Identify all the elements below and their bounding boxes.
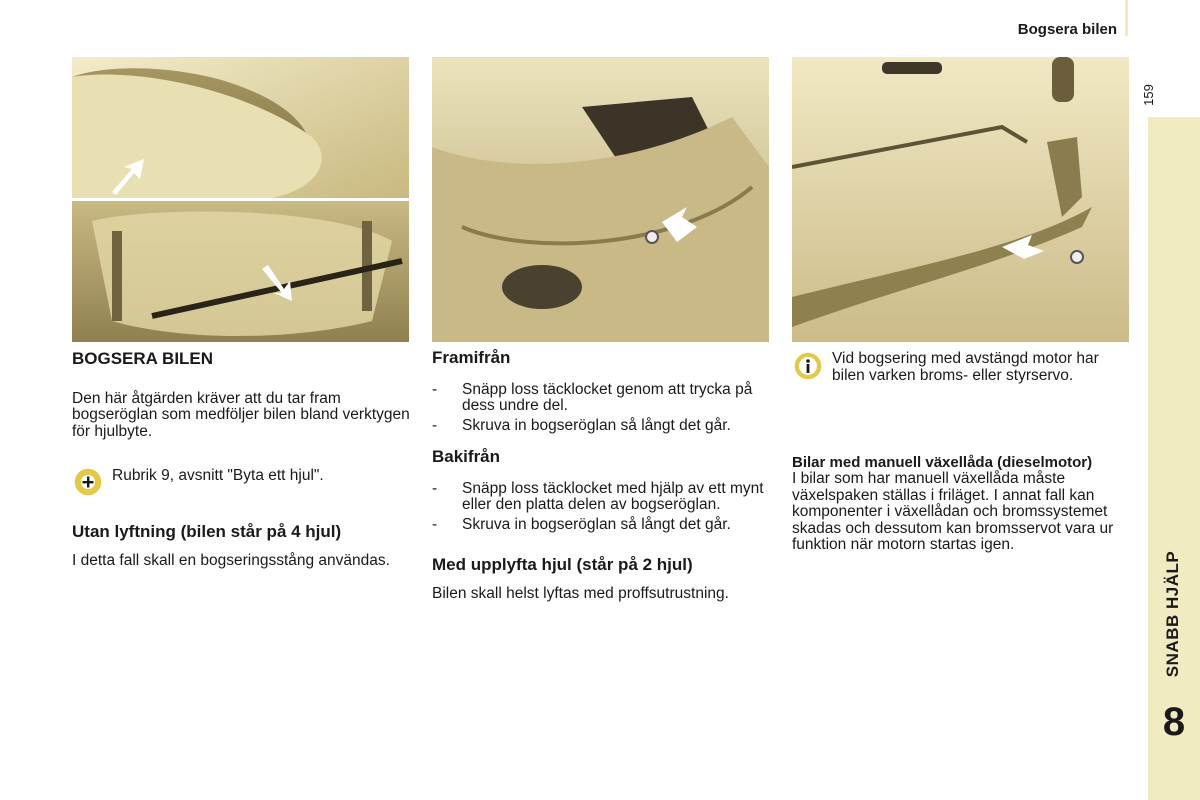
reference-note-text: Rubrik 9, avsnitt "Byta ett hjul". bbox=[112, 467, 324, 484]
lifted-text: Bilen skall helst lyftas med proffsutrustning. bbox=[432, 584, 729, 602]
plus-circle-icon bbox=[72, 466, 104, 498]
heading-no-lift: Utan lyftning (bilen står på 4 hjul) bbox=[72, 522, 342, 541]
info-note bbox=[792, 350, 1132, 384]
column-right bbox=[792, 350, 1132, 554]
heading-manual-gearbox: Bilar med manuell växellåda (dieselmotor) bbox=[792, 454, 1093, 471]
column-left bbox=[72, 350, 412, 569]
list-item: - Skruva in bogseröglan så långt det går. bbox=[432, 515, 731, 533]
heading-lifted: Med upplyfta hjul (står på 2 hjul) bbox=[432, 555, 693, 574]
intro-text: Den här åtgärden kräver att du tar fram bogseröglan som medföljer bilen bland verktygen för hjulbyte. bbox=[72, 389, 410, 440]
info-icon bbox=[792, 350, 824, 382]
rear-steps bbox=[432, 481, 772, 534]
chapter-label: SNABB HJÄLP bbox=[1163, 550, 1182, 678]
front-steps bbox=[432, 382, 772, 435]
tool-compartment-photo bbox=[72, 57, 409, 198]
front-bumper-photo bbox=[432, 57, 769, 342]
chapter-tab bbox=[1148, 117, 1200, 800]
list-item: - Snäpp loss täcklocket med hjälp av ett mynt eller den platta delen av bogseröglan. bbox=[432, 479, 764, 513]
page-number: 159 bbox=[1141, 84, 1156, 106]
page-header-title: Bogsera bilen bbox=[1017, 21, 1117, 38]
reference-note bbox=[72, 466, 412, 498]
chapter-number: 8 bbox=[1162, 700, 1186, 744]
rear-bumper-photo bbox=[792, 57, 1129, 342]
manual-gearbox-text: I bilar som har manuell växellåda måste växelspaken ställas i friläget. I annat fall kan komponenter i växellådan och bromssystemet skadas och dessutom kan bromsservot vara ur funktion när motorn startas igen. bbox=[792, 470, 1114, 553]
heading-rear: Bakifrån bbox=[432, 447, 501, 466]
section-heading-towing: BOGSERA BILEN bbox=[72, 349, 214, 368]
list-item: - Snäpp loss täcklocket genom att trycka på dess undre del. bbox=[432, 380, 753, 414]
column-middle bbox=[432, 350, 772, 602]
tow-rod-photo bbox=[72, 201, 409, 342]
info-note-text: Vid bogsering med avstängd motor har bilen varken broms- eller styrservo. bbox=[832, 350, 1099, 384]
header-rule bbox=[1125, 0, 1128, 36]
heading-front: Framifrån bbox=[432, 348, 511, 367]
no-lift-text: I detta fall skall en bogseringsstång användas. bbox=[72, 551, 390, 569]
list-item: - Skruva in bogseröglan så långt det går. bbox=[432, 416, 731, 434]
